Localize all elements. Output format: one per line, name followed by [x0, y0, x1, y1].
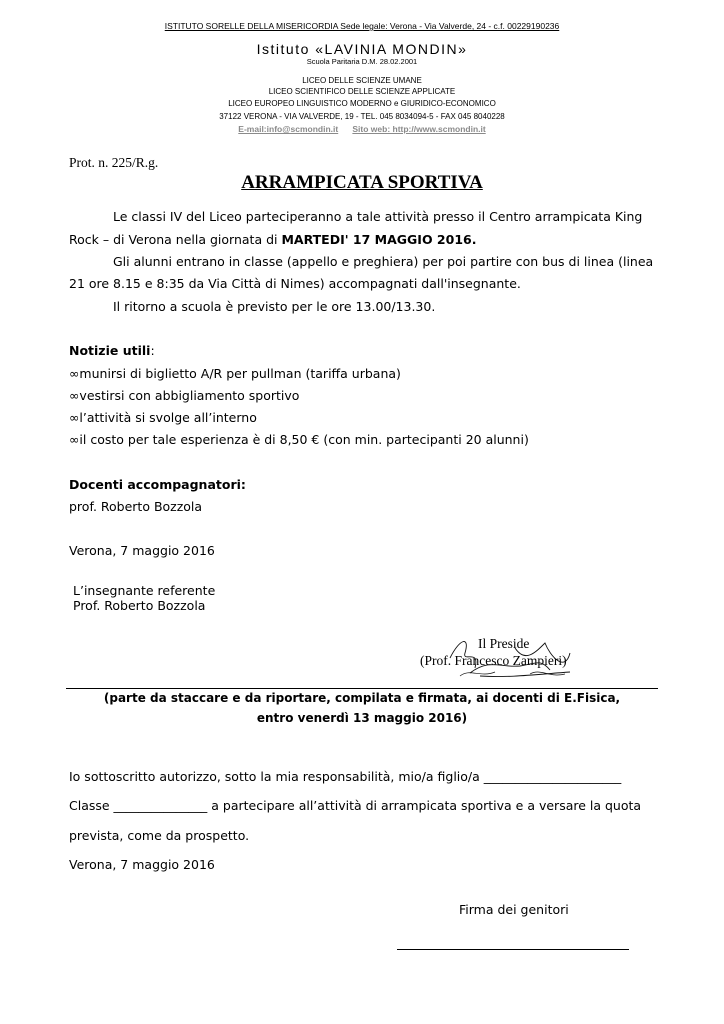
tear-off-note-line-1: (parte da staccare e da riportare, compilata e firmata, ai docenti di E.Fisica,: [103, 691, 621, 705]
letterhead-top-line: ISTITUTO SORELLE DELLA MISERICORDIA Sede legale: Verona - Via Valverde, 24 - c.f. 00229190236: [164, 21, 560, 31]
website-link[interactable]: Sito web: http://www.scmondin.it: [352, 124, 486, 134]
liceo-line-2: LICEO SCIENTIFICO DELLE SCIENZE APPLICATE: [268, 87, 456, 96]
intro-line-5: Il ritorno a scuola è previsto per le ore 13.00/13.30.: [113, 299, 436, 314]
notizie-item-text: il costo per tale esperienza è di 8,50 € (con min. partecipanti 20 alunni): [79, 432, 529, 447]
preside-name: (Prof. Francesco Zampieri): [420, 653, 567, 668]
firma-label: Firma dei genitori: [459, 902, 569, 917]
authorization-line-3: prevista, come da prospetto.: [69, 828, 250, 843]
contact-line: [0, 124, 724, 134]
notizie-item: [69, 366, 401, 381]
liceo-line-3: LICEO EUROPEO LINGUISTICO MODERNO e GIURIDICO-ECONOMICO: [228, 99, 496, 108]
address-line: 37122 VERONA - VIA VALVERDE, 19 - TEL. 045 8034094-5 - FAX 045 8040228: [219, 112, 505, 121]
liceo-line-1: LICEO DELLE SCIENZE UMANE: [302, 76, 422, 85]
docenti-heading: Docenti accompagnatori:: [69, 477, 246, 492]
preside-role: Il Preside: [478, 636, 530, 651]
event-date: MARTEDI' 17 MAGGIO 2016.: [281, 232, 477, 247]
notizie-item: [69, 388, 299, 403]
protocol-number: Prot. n. 225/R.g.: [69, 155, 159, 170]
infinity-bullet-icon: ∞: [69, 388, 80, 403]
referente-role: L’insegnante referente: [73, 583, 216, 598]
notizie-colon: :: [150, 343, 155, 358]
notizie-heading: [69, 343, 155, 358]
intro-line-2-text: Rock – di Verona nella giornata di: [69, 232, 282, 247]
notizie-item: [69, 410, 257, 425]
infinity-bullet-icon: ∞: [69, 410, 80, 425]
email-link[interactable]: E-mail:info@scmondin.it: [238, 124, 339, 134]
intro-line-3: Gli alunni entrano in classe (appello e preghiera) per poi partire con bus di linea (linea: [113, 254, 654, 269]
referente-name: Prof. Roberto Bozzola: [73, 598, 206, 613]
notizie-item-text: l’attività si svolge all’interno: [79, 410, 257, 425]
paritaria-line: Scuola Paritaria D.M. 28.02.2001: [306, 57, 418, 66]
docenti-name: prof. Roberto Bozzola: [69, 499, 203, 514]
infinity-bullet-icon: ∞: [69, 366, 80, 381]
preside-signature: [420, 628, 590, 680]
authorization-line-1: Io sottoscritto autorizzo, sotto la mia responsabilità, mio/a figlio/a ______________________: [69, 769, 622, 784]
notizie-heading-text: Notizie utili: [69, 343, 151, 358]
form-date: Verona, 7 maggio 2016: [69, 857, 215, 872]
notizie-item-text: munirsi di biglietto A/R per pullman (tariffa urbana): [79, 366, 401, 381]
intro-line-2: [69, 232, 476, 247]
document-title: ARRAMPICATA SPORTIVA: [241, 172, 483, 193]
authorization-line-2: Classe _______________ a partecipare all’attività di arrampicata sportiva e a versare la quota: [69, 798, 642, 813]
notizie-item: [69, 432, 529, 447]
infinity-bullet-icon: ∞: [69, 432, 80, 447]
institute-name: Istituto «LAVINIA MONDIN»: [256, 41, 468, 57]
intro-line-4: 21 ore 8.15 e 8:35 da Via Città di Nimes) accompagnati dall'insegnante.: [69, 276, 521, 291]
tear-off-note-line-2: entro venerdì 13 maggio 2016): [256, 711, 468, 725]
intro-line-1: Le classi IV del Liceo parteciperanno a tale attività presso il Centro arrampicata King: [113, 209, 643, 224]
parent-signature-line[interactable]: [397, 949, 629, 950]
date-line: Verona, 7 maggio 2016: [69, 543, 215, 558]
notizie-item-text: vestirsi con abbigliamento sportivo: [79, 388, 300, 403]
tear-off-divider: [66, 688, 658, 689]
